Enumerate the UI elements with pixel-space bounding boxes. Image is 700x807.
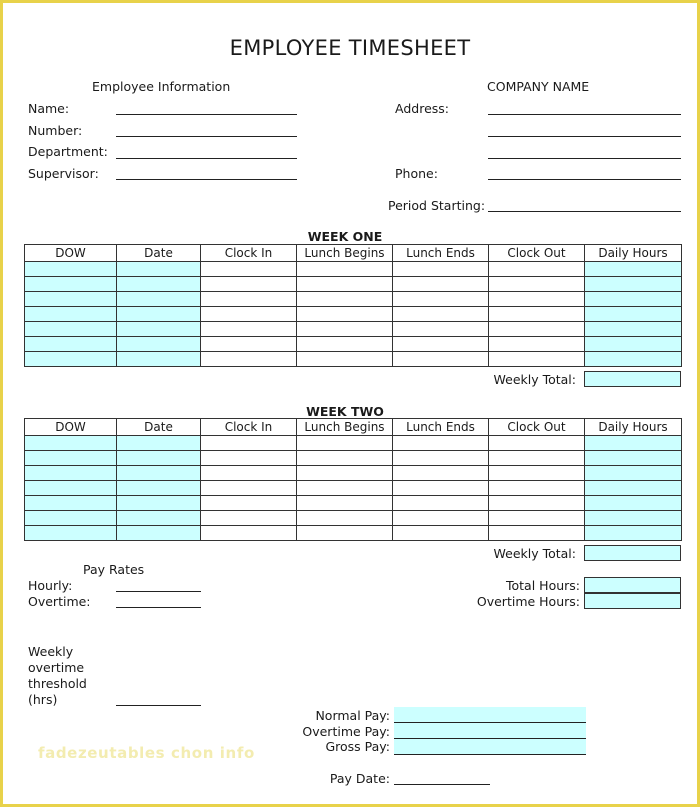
week-one-body [25,262,682,367]
week-one-cell[interactable] [25,262,117,277]
week-one-col-header: Lunch Ends [393,245,489,262]
week-two-cell[interactable] [117,466,201,481]
week-two-cell[interactable] [201,496,297,511]
week-one-cell[interactable] [489,262,585,277]
week-one-cell[interactable] [25,337,117,352]
week-one-table-row [25,277,682,292]
threshold-label-4: (hrs) [28,692,58,707]
week-two-cell[interactable] [25,526,117,541]
week-one-cell[interactable] [489,352,585,367]
week-two-cell[interactable] [297,436,393,451]
week-one-col-header: Lunch Begins [297,245,393,262]
address-field-3[interactable] [488,158,681,159]
week-two-weekly-total-field[interactable] [584,545,681,561]
total-hours-field[interactable] [584,577,681,593]
week-one-cell[interactable] [393,262,489,277]
supervisor-field[interactable] [116,179,297,180]
week-two-cell[interactable] [489,496,585,511]
week-one-cell[interactable] [297,262,393,277]
week-two-cell[interactable] [117,526,201,541]
pay-rates-heading: Pay Rates [83,562,145,577]
week-one-table [24,244,682,367]
week-two-cell[interactable] [201,451,297,466]
week-two-cell[interactable] [25,511,117,526]
employee-info-heading: Employee Information [92,79,231,94]
week-one-cell[interactable] [489,337,585,352]
overtime-pay-label: Overtime Pay: [302,724,390,739]
week-two-col-header: Clock Out [489,419,585,436]
week-one-cell[interactable] [585,337,682,352]
hourly-label: Hourly: [28,578,73,593]
overtime-pay-field[interactable] [394,723,586,739]
threshold-label-3: threshold [28,676,87,691]
week-two-cell[interactable] [585,466,682,481]
week-one-col-header: DOW [25,245,117,262]
gross-pay-label: Gross Pay: [325,739,390,754]
week-two-cell[interactable] [25,466,117,481]
phone-label: Phone: [395,166,438,181]
week-one-cell[interactable] [297,292,393,307]
name-label: Name: [28,101,70,116]
week-one-cell[interactable] [393,277,489,292]
week-two-cell[interactable] [117,451,201,466]
overtime-hours-label: Overtime Hours: [476,594,580,609]
supervisor-label: Supervisor: [28,166,99,181]
week-two-cell[interactable] [201,526,297,541]
week-one-col-header: Daily Hours [585,245,682,262]
page-title: EMPLOYEE TIMESHEET [229,36,471,60]
week-one-cell[interactable] [585,352,682,367]
week-two-cell[interactable] [489,481,585,496]
week-one-heading: WEEK ONE [307,229,383,244]
week-two-table [24,418,682,541]
week-one-cell[interactable] [489,292,585,307]
week-one-cell[interactable] [585,292,682,307]
week-two-cell[interactable] [117,481,201,496]
week-two-cell[interactable] [25,436,117,451]
overtime-hours-field[interactable] [584,593,681,609]
threshold-label-2: overtime [28,660,85,675]
week-two-cell[interactable] [585,526,682,541]
week-one-cell[interactable] [393,322,489,337]
week-one-cell[interactable] [585,307,682,322]
period-starting-field[interactable] [488,211,681,212]
week-two-cell[interactable] [393,451,489,466]
week-two-table-row [25,511,682,526]
week-one-cell[interactable] [117,307,201,322]
week-two-table-row [25,451,682,466]
week-one-cell[interactable] [585,262,682,277]
week-one-cell[interactable] [117,262,201,277]
week-one-table-row [25,262,682,277]
week-one-cell[interactable] [25,322,117,337]
watermark-text: fadezeutables chon info [38,744,255,762]
week-two-heading: WEEK TWO [306,404,384,419]
week-two-cell[interactable] [585,481,682,496]
week-one-cell[interactable] [297,337,393,352]
week-two-cell[interactable] [201,481,297,496]
week-one-cell[interactable] [201,307,297,322]
week-two-cell[interactable] [297,481,393,496]
week-two-cell[interactable] [297,526,393,541]
hourly-field[interactable] [116,591,201,592]
week-one-cell[interactable] [201,322,297,337]
week-one-cell[interactable] [25,277,117,292]
number-field[interactable] [116,136,297,137]
week-two-cell[interactable] [117,496,201,511]
week-two-cell[interactable] [117,511,201,526]
week-two-table-row [25,481,682,496]
week-one-cell[interactable] [201,277,297,292]
week-one-cell[interactable] [489,277,585,292]
week-two-cell[interactable] [297,496,393,511]
period-starting-label: Period Starting: [388,198,486,213]
threshold-field[interactable] [116,705,201,706]
week-two-cell[interactable] [297,511,393,526]
address-field-1[interactable] [488,114,681,115]
week-one-weekly-total-field[interactable] [584,371,681,387]
company-name-heading: COMPANY NAME [487,79,590,94]
address-label: Address: [395,101,449,116]
overtime-rate-label: Overtime: [28,594,91,609]
week-two-cell[interactable] [25,451,117,466]
pay-date-label: Pay Date: [329,771,390,786]
week-two-cell[interactable] [201,436,297,451]
week-one-header-row [25,245,682,262]
week-one-table-row [25,292,682,307]
week-one-cell[interactable] [117,337,201,352]
week-one-table-row [25,322,682,337]
week-one-cell[interactable] [489,307,585,322]
threshold-label-1: Weekly [28,644,74,659]
week-one-cell[interactable] [117,292,201,307]
week-one-table-row [25,307,682,322]
week-one-cell[interactable] [297,277,393,292]
week-one-weekly-total-label: Weekly Total: [493,372,576,387]
week-one-cell[interactable] [297,352,393,367]
department-label: Department: [28,144,108,159]
week-two-cell[interactable] [393,481,489,496]
week-two-col-header: Date [117,419,201,436]
week-two-header-row [25,419,682,436]
week-one-col-header: Date [117,245,201,262]
week-two-col-header: Lunch Ends [393,419,489,436]
week-two-table-row [25,526,682,541]
week-two-table-row [25,436,682,451]
week-two-cell[interactable] [393,496,489,511]
week-two-cell[interactable] [393,466,489,481]
week-two-cell[interactable] [489,511,585,526]
week-two-col-header: DOW [25,419,117,436]
week-two-col-header: Daily Hours [585,419,682,436]
week-two-cell[interactable] [25,481,117,496]
week-one-table-row [25,352,682,367]
week-two-cell[interactable] [393,526,489,541]
normal-pay-field[interactable] [394,707,586,723]
address-field-2[interactable] [488,136,681,137]
week-one-cell[interactable] [585,322,682,337]
week-one-cell[interactable] [393,352,489,367]
week-two-table-row [25,496,682,511]
week-two-cell[interactable] [393,511,489,526]
week-two-col-header: Lunch Begins [297,419,393,436]
week-one-cell[interactable] [585,277,682,292]
week-one-cell[interactable] [201,352,297,367]
normal-pay-label: Normal Pay: [315,708,390,723]
week-one-col-header: Clock In [201,245,297,262]
week-one-cell[interactable] [117,352,201,367]
week-two-cell[interactable] [585,511,682,526]
week-one-cell[interactable] [25,307,117,322]
week-two-cell[interactable] [489,466,585,481]
week-one-cell[interactable] [393,292,489,307]
week-two-table-row [25,466,682,481]
phone-field[interactable] [488,179,681,180]
week-two-weekly-total-label: Weekly Total: [493,546,576,561]
week-one-cell[interactable] [201,292,297,307]
pay-date-field[interactable] [394,784,490,785]
number-label: Number: [28,123,83,138]
week-two-cell[interactable] [489,436,585,451]
week-one-cell[interactable] [393,337,489,352]
week-one-cell[interactable] [25,292,117,307]
week-two-cell[interactable] [393,436,489,451]
week-two-cell[interactable] [117,436,201,451]
department-field[interactable] [116,158,297,159]
week-one-table-row [25,337,682,352]
week-two-body [25,436,682,541]
week-two-cell[interactable] [201,466,297,481]
week-two-cell[interactable] [297,451,393,466]
week-one-cell[interactable] [297,307,393,322]
week-two-cell[interactable] [585,451,682,466]
name-field[interactable] [116,114,297,115]
gross-pay-field[interactable] [394,739,586,755]
week-one-cell[interactable] [393,307,489,322]
week-one-col-header: Clock Out [489,245,585,262]
total-hours-label: Total Hours: [506,578,580,593]
week-one-cell[interactable] [117,322,201,337]
week-one-cell[interactable] [201,337,297,352]
week-two-cell[interactable] [489,526,585,541]
week-two-cell[interactable] [25,496,117,511]
week-two-cell[interactable] [585,436,682,451]
week-one-cell[interactable] [117,277,201,292]
week-one-cell[interactable] [489,322,585,337]
week-two-cell[interactable] [201,511,297,526]
week-two-cell[interactable] [585,496,682,511]
overtime-rate-field[interactable] [116,607,201,608]
week-two-cell[interactable] [297,466,393,481]
week-one-cell[interactable] [25,352,117,367]
week-one-cell[interactable] [297,322,393,337]
week-one-cell[interactable] [201,262,297,277]
week-two-cell[interactable] [489,451,585,466]
week-two-col-header: Clock In [201,419,297,436]
